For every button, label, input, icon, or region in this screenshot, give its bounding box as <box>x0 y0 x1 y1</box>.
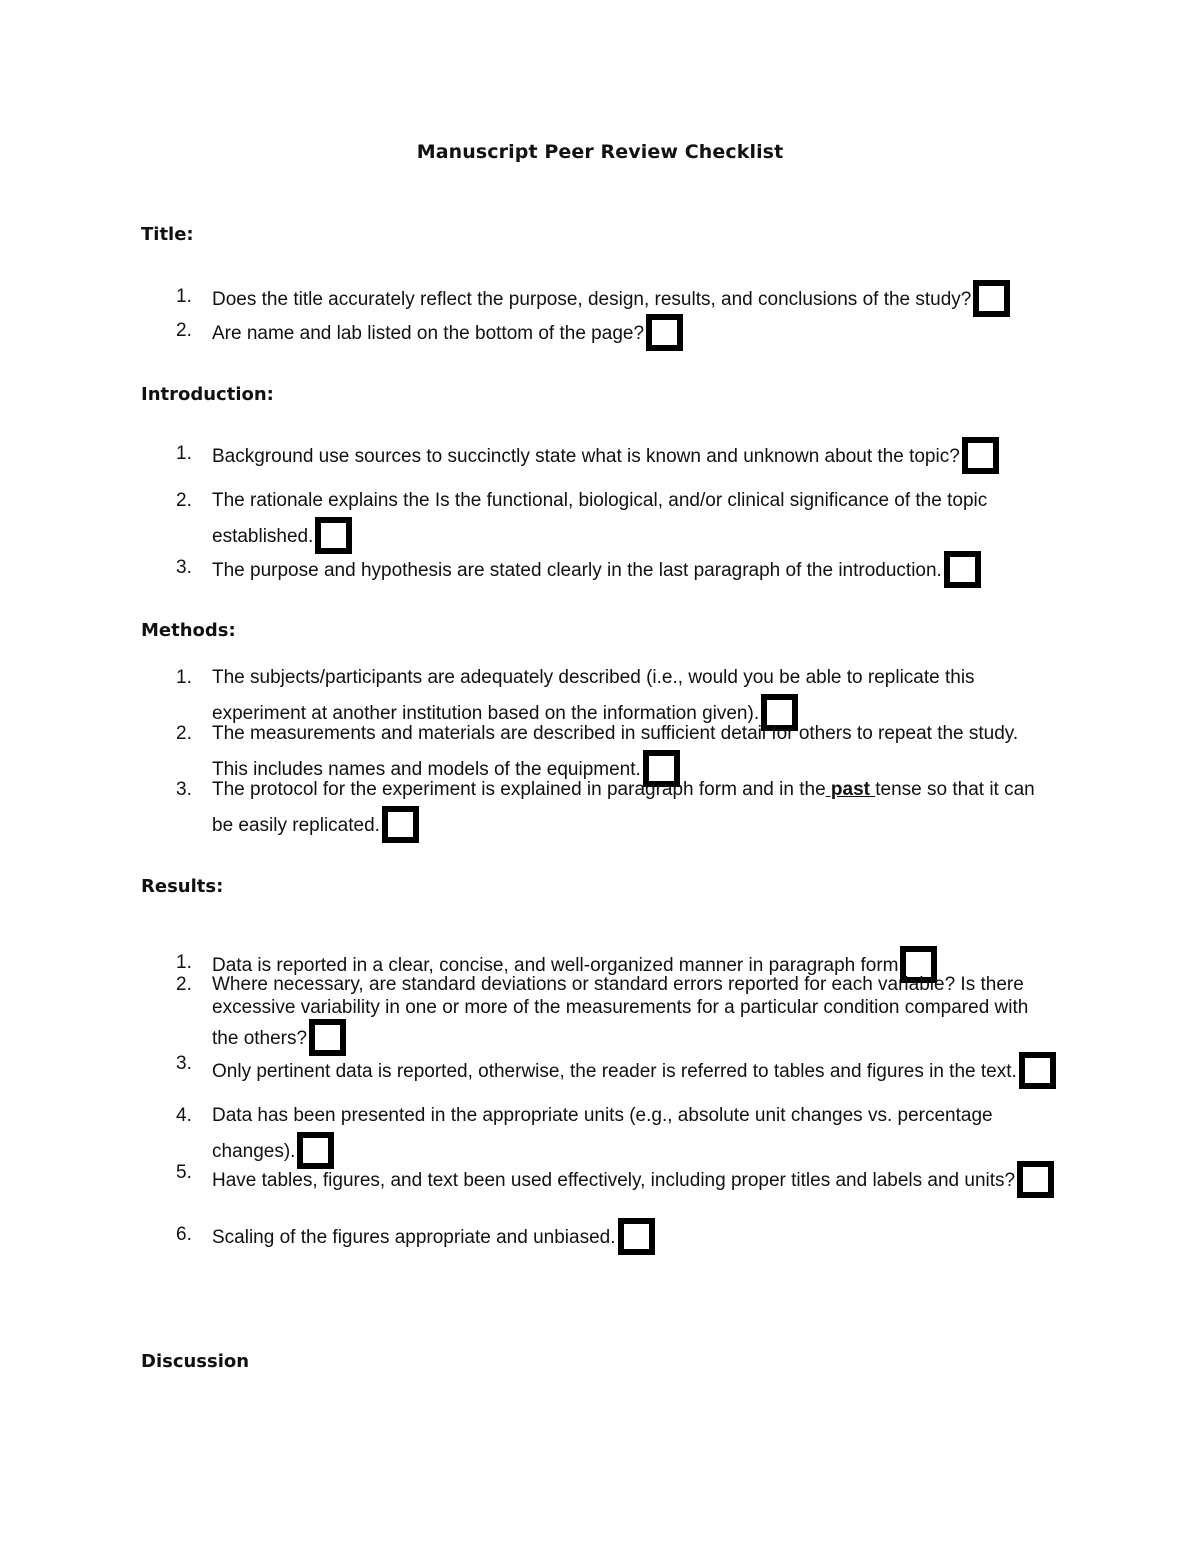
checklist-item <box>176 280 1056 317</box>
item-number: 2. <box>176 723 192 744</box>
item-number: 5. <box>176 1162 192 1183</box>
checklist-item <box>176 1161 1056 1198</box>
checklist-item <box>176 484 1026 554</box>
checklist-item <box>176 1099 1026 1169</box>
item-number: 6. <box>176 1224 192 1245</box>
checklist-item <box>176 314 1056 351</box>
item-number: 1. <box>176 667 192 688</box>
emphasis-past: past <box>825 779 876 800</box>
section-heading-discussion: Discussion <box>141 1351 250 1372</box>
checkbox[interactable] <box>315 517 352 554</box>
item-number: 2. <box>176 974 192 995</box>
checklist-item <box>176 973 1056 1056</box>
item-text: Are name and lab listed on the bottom of the page? <box>212 323 645 344</box>
item-text: Does the title accurately reflect the purpose, design, results, and conclusions of the study? <box>212 289 972 310</box>
item-number: 2. <box>176 320 192 341</box>
item-text: The subjects/participants are adequately described (i.e., would you be able to replicate this experiment at another institution based on the information given). <box>212 667 975 724</box>
item-number: 4. <box>176 1105 192 1126</box>
section-heading-introduction: Introduction: <box>141 384 274 405</box>
item-number: 3. <box>176 557 192 578</box>
checklist-item <box>176 1052 1056 1089</box>
item-number: 1. <box>176 443 192 464</box>
checklist-item <box>176 773 1046 843</box>
checkbox[interactable] <box>962 437 999 474</box>
item-text: The purpose and hypothesis are stated clearly in the last paragraph of the introduction. <box>212 560 942 581</box>
checkbox[interactable] <box>382 806 419 843</box>
item-text: Have tables, figures, and text been used effectively, including proper titles and labels and units? <box>212 1170 1016 1191</box>
checkbox[interactable] <box>646 314 683 351</box>
item-text: Data has been presented in the appropriate units (e.g., absolute unit changes vs. percentage changes). <box>212 1105 993 1162</box>
checkbox[interactable] <box>944 551 981 588</box>
item-text: The rationale explains the Is the functional, biological, and/or clinical significance of the topic established. <box>212 490 988 547</box>
item-text: Data is reported in a clear, concise, and well-organized manner in paragraph form <box>212 955 899 976</box>
item-number: 1. <box>176 286 192 307</box>
checkbox[interactable] <box>1019 1052 1056 1089</box>
item-text: tense so that it can be easily replicated. <box>212 779 1035 836</box>
page-title: Manuscript Peer Review Checklist <box>416 141 784 163</box>
checklist-item <box>176 551 1056 588</box>
checkbox[interactable] <box>1017 1161 1054 1198</box>
item-text: The protocol for the experiment is explained in paragraph form and in the <box>212 779 826 800</box>
item-text: Background use sources to succinctly state what is known and unknown about the topic? <box>212 446 960 467</box>
checkbox[interactable] <box>309 1019 346 1056</box>
checkbox[interactable] <box>618 1218 655 1255</box>
section-heading-results: Results: <box>141 876 224 897</box>
checklist-item <box>176 1218 1056 1255</box>
item-number: 1. <box>176 952 192 973</box>
item-text: The measurements and materials are described in sufficient detail for others to repeat the study. This includes names and models of the equipment. <box>212 723 1019 780</box>
item-text: Where necessary, are standard deviations or standard errors reported for each variable? Is there excessive variability in one or more of the measurements for a particular condition compared with the others? <box>212 974 1029 1049</box>
item-text: Only pertinent data is reported, otherwise, the reader is referred to tables and figures in the text. <box>212 1061 1017 1082</box>
item-number: 3. <box>176 779 192 800</box>
checkbox[interactable] <box>973 280 1010 317</box>
section-heading-title: Title: <box>141 224 194 245</box>
checklist-item <box>176 437 1056 474</box>
item-number: 2. <box>176 490 192 511</box>
item-text: Scaling of the figures appropriate and unbiased. <box>212 1227 616 1248</box>
item-number: 3. <box>176 1053 192 1074</box>
section-heading-methods: Methods: <box>141 620 236 641</box>
